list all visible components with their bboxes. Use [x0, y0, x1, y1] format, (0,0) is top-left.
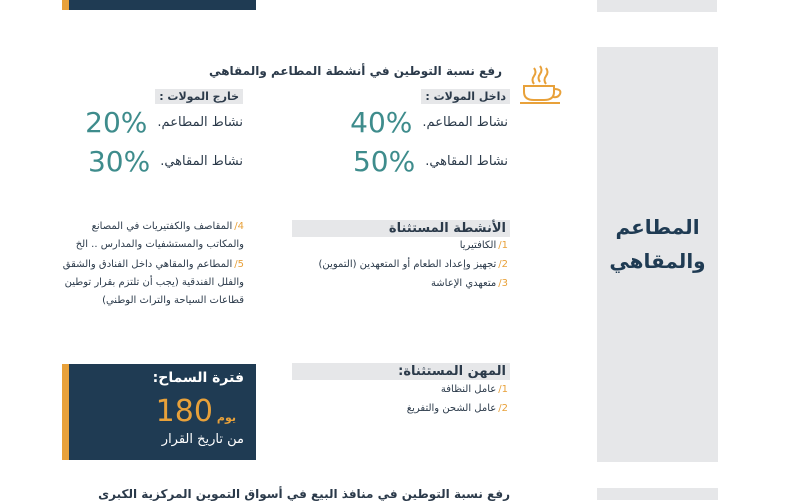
list-item-text: تجهيز وإعداد الطعام أو المتعهدين (التموين): [318, 259, 497, 270]
grace-period-title: فترة السماح:: [152, 370, 244, 386]
inside-cafes-row: [353, 145, 508, 178]
inside-malls-label: داخل المولات :: [421, 89, 510, 104]
list-item-text: متعهدي الإعاشة: [430, 278, 497, 289]
list-item-number: 2/: [498, 403, 508, 414]
outside-cafes-row: [88, 145, 243, 178]
list-item-text: المقاصف والكفتيريات في المصانع والمكاتب والمستشفيات والمدارس .. الخ: [75, 221, 244, 250]
excluded-activities-list: [268, 236, 508, 293]
outside-malls-label: خارج المولات :: [155, 89, 243, 104]
grace-period-accent: [62, 364, 69, 460]
list-item: [268, 399, 508, 418]
list-item: [54, 218, 244, 254]
excluded-professions-list: [268, 380, 508, 418]
previous-section-tab: [597, 0, 717, 12]
inside-restaurants-percent: 40%: [350, 106, 413, 139]
outside-cafes-percent: 30%: [87, 145, 151, 178]
list-item-text: المطاعم والمقاهي داخل الفنادق والشقق والفلل الفندقية (يجب أن تلتزم بقرار توطين قطاعات السياحة والتراث الوطني): [62, 259, 244, 306]
grace-period-days: [156, 394, 236, 429]
inside-cafes-percent: 50%: [352, 145, 416, 178]
outside-restaurants-label: نشاط المطاعم.: [157, 115, 243, 130]
list-item-number: 1/: [498, 240, 508, 251]
outside-cafes-label: نشاط المقاهي.: [160, 154, 243, 169]
list-item: [268, 380, 508, 399]
list-item-number: 4/: [234, 221, 244, 232]
outside-restaurants-percent: 20%: [85, 106, 148, 139]
previous-panel-accent: [62, 0, 69, 10]
grace-period-unit: يوم: [216, 411, 236, 424]
inside-restaurants-row: [350, 106, 508, 139]
list-item: [54, 256, 244, 310]
list-item: [268, 236, 508, 255]
list-item-number: 2/: [498, 259, 508, 270]
list-item-number: 5/: [234, 259, 244, 270]
outside-restaurants-row: [85, 106, 243, 139]
list-item-text: الكافتيريا: [459, 240, 497, 251]
list-item: [268, 255, 508, 274]
previous-panel-bottom: [62, 0, 256, 10]
section-heading: رفع نسبة التوطين في أنشطة المطاعم والمقاهي: [209, 64, 502, 78]
list-item-number: 3/: [498, 278, 508, 289]
section-title: المطاعم والمقاهي: [609, 215, 706, 273]
excluded-activities-title: الأنشطة المستثناة: [292, 220, 510, 237]
inside-restaurants-label: نشاط المطاعم.: [422, 115, 508, 130]
grace-period-subtitle: من تاريخ القرار: [161, 432, 244, 447]
list-item-text: عامل النظافة: [440, 384, 497, 395]
inside-cafes-label: نشاط المقاهي.: [425, 154, 508, 169]
grace-period-number: 180: [155, 394, 213, 429]
coffee-cup-icon: [518, 64, 564, 106]
next-section-tab: [597, 488, 718, 500]
list-item-text: عامل الشحن والتفريغ: [406, 403, 497, 414]
next-section-heading: رفع نسبة التوطين في منافذ البيع في أسواق التموين المركزية الكبرى: [98, 487, 510, 501]
list-item-number: 1/: [498, 384, 508, 395]
list-item: [268, 274, 508, 293]
excluded-professions-title: المهن المستثناة:: [292, 363, 510, 380]
excluded-activities-list-more: [54, 218, 244, 310]
